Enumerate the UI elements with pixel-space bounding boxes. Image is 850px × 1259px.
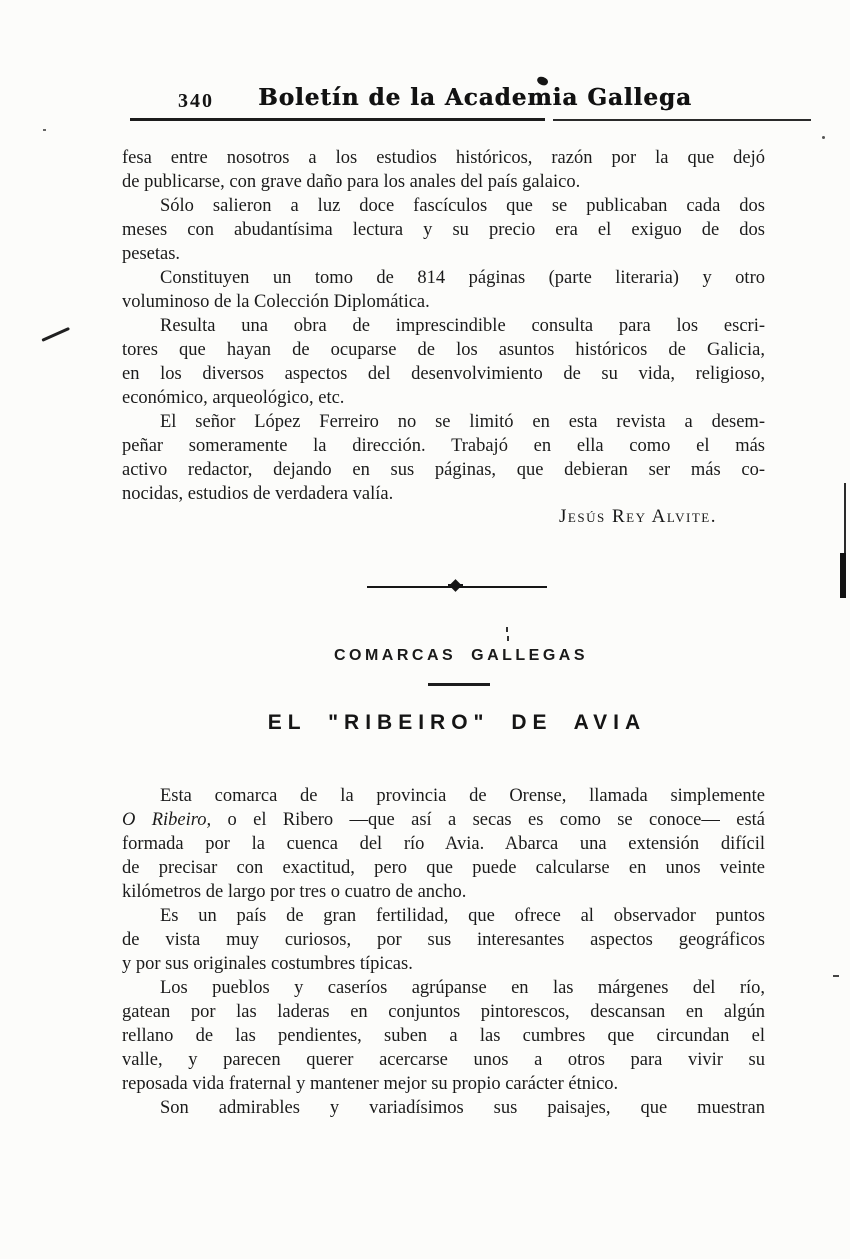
scan-speck	[822, 136, 825, 139]
text-line: reposada vida fraternal y mantener mejor su propio carácter étnico.	[122, 1074, 619, 1094]
text-line: Esta comarca de la provincia de Orense, llamada simplemente	[160, 786, 765, 806]
text-line: económico, arqueológico, etc.	[122, 388, 345, 408]
text-line: formada por la cuenca del río Avia. Abarca una extensión difícil	[122, 834, 765, 854]
text-line: El señor López Ferreiro no se limitó en esta revista a desem-	[160, 412, 765, 432]
paragraph	[122, 784, 765, 904]
text-line: activo redactor, dejando en sus páginas, que debieran ser más co-	[122, 460, 765, 480]
divider-diamond-ornament	[449, 579, 462, 592]
scan-speck	[506, 627, 508, 632]
text-line: Sólo salieron a luz doce fascículos que se publicaban cada dos	[160, 196, 765, 216]
text-line: Es un país de gran fertilidad, que ofrece al observador puntos	[160, 906, 765, 926]
text-line: de vista muy curiosos, por sus interesantes aspectos geográficos	[122, 930, 765, 950]
author-signature: Jesús Rey Alvite.	[559, 506, 717, 527]
text-line: peñar someramente la dirección. Trabajó en ella como el más	[122, 436, 765, 456]
scan-edge-artifact-thin	[844, 483, 846, 555]
paragraph	[122, 194, 765, 266]
article-end-text-block	[122, 146, 765, 506]
article-title: EL "RIBEIRO" DE AVIA	[267, 711, 647, 734]
page-number: 340	[178, 90, 214, 112]
text-line: Resulta una obra de imprescindible consulta para los escri-	[160, 316, 765, 336]
text-line: valle, y parecen querer acercarse unos a otros para vivir su	[122, 1050, 765, 1070]
section-kicker: COMARCAS GALLEGAS	[333, 647, 589, 664]
text-run: o el Ribero —que así a secas es como se conoce— está	[211, 810, 765, 830]
text-line: Son admirables y variadísimos sus paisajes, que muestran	[160, 1098, 765, 1118]
text-line: y por sus originales costumbres típicas.	[122, 954, 413, 974]
scan-speck	[43, 129, 46, 131]
journal-header-title: Boletín de la Academia Gallega	[258, 84, 692, 111]
paragraph	[122, 976, 765, 1096]
text-line: fesa entre nosotros a los estudios históricos, razón por la que dejó	[122, 148, 765, 168]
paragraph	[122, 146, 765, 194]
text-line: pesetas.	[122, 244, 181, 264]
text-line: tores que hayan de ocuparse de los asuntos históricos de Galicia,	[122, 340, 765, 360]
text-line: meses con abudantísima lectura y su precio era el exiguo de dos	[122, 220, 765, 240]
text-line: voluminoso de la Colección Diplomática.	[122, 292, 430, 312]
header-rule-right	[553, 119, 811, 121]
text-line: en los diversos aspectos del desenvolvimiento de su vida, religioso,	[122, 364, 765, 384]
text-line: de precisar con exactitud, pero que puede calcularse en unos veinte	[122, 858, 765, 878]
text-line	[122, 808, 765, 832]
paragraph	[122, 314, 765, 410]
text-line: rellano de las pendientes, suben a las cumbres que circundan el	[122, 1026, 765, 1046]
text-line: nocidas, estudios de verdadera valía.	[122, 484, 394, 504]
text-line: Constituyen un tomo de 814 páginas (parte literaria) y otro	[160, 268, 765, 288]
pen-mark	[41, 327, 70, 342]
kicker-underline-rule	[428, 683, 490, 686]
paragraph	[122, 1096, 765, 1120]
paragraph	[122, 410, 765, 506]
italic-text: O Ribeiro,	[122, 810, 212, 830]
paragraph	[122, 904, 765, 976]
text-line: gatean por las laderas en conjuntos pintorescos, descansan en algún	[122, 1002, 765, 1022]
scan-speck	[833, 975, 839, 977]
header-rule-left	[130, 118, 545, 121]
text-line: kilómetros de largo por tres o cuatro de ancho.	[122, 882, 467, 902]
section-divider-rule	[367, 586, 547, 588]
text-line: de publicarse, con grave daño para los anales del país galaico.	[122, 172, 581, 192]
text-line: Los pueblos y caseríos agrúpanse en las márgenes del río,	[160, 978, 765, 998]
paragraph	[122, 266, 765, 314]
article-text-block	[122, 784, 765, 1120]
scan-edge-artifact-thick	[840, 553, 846, 598]
